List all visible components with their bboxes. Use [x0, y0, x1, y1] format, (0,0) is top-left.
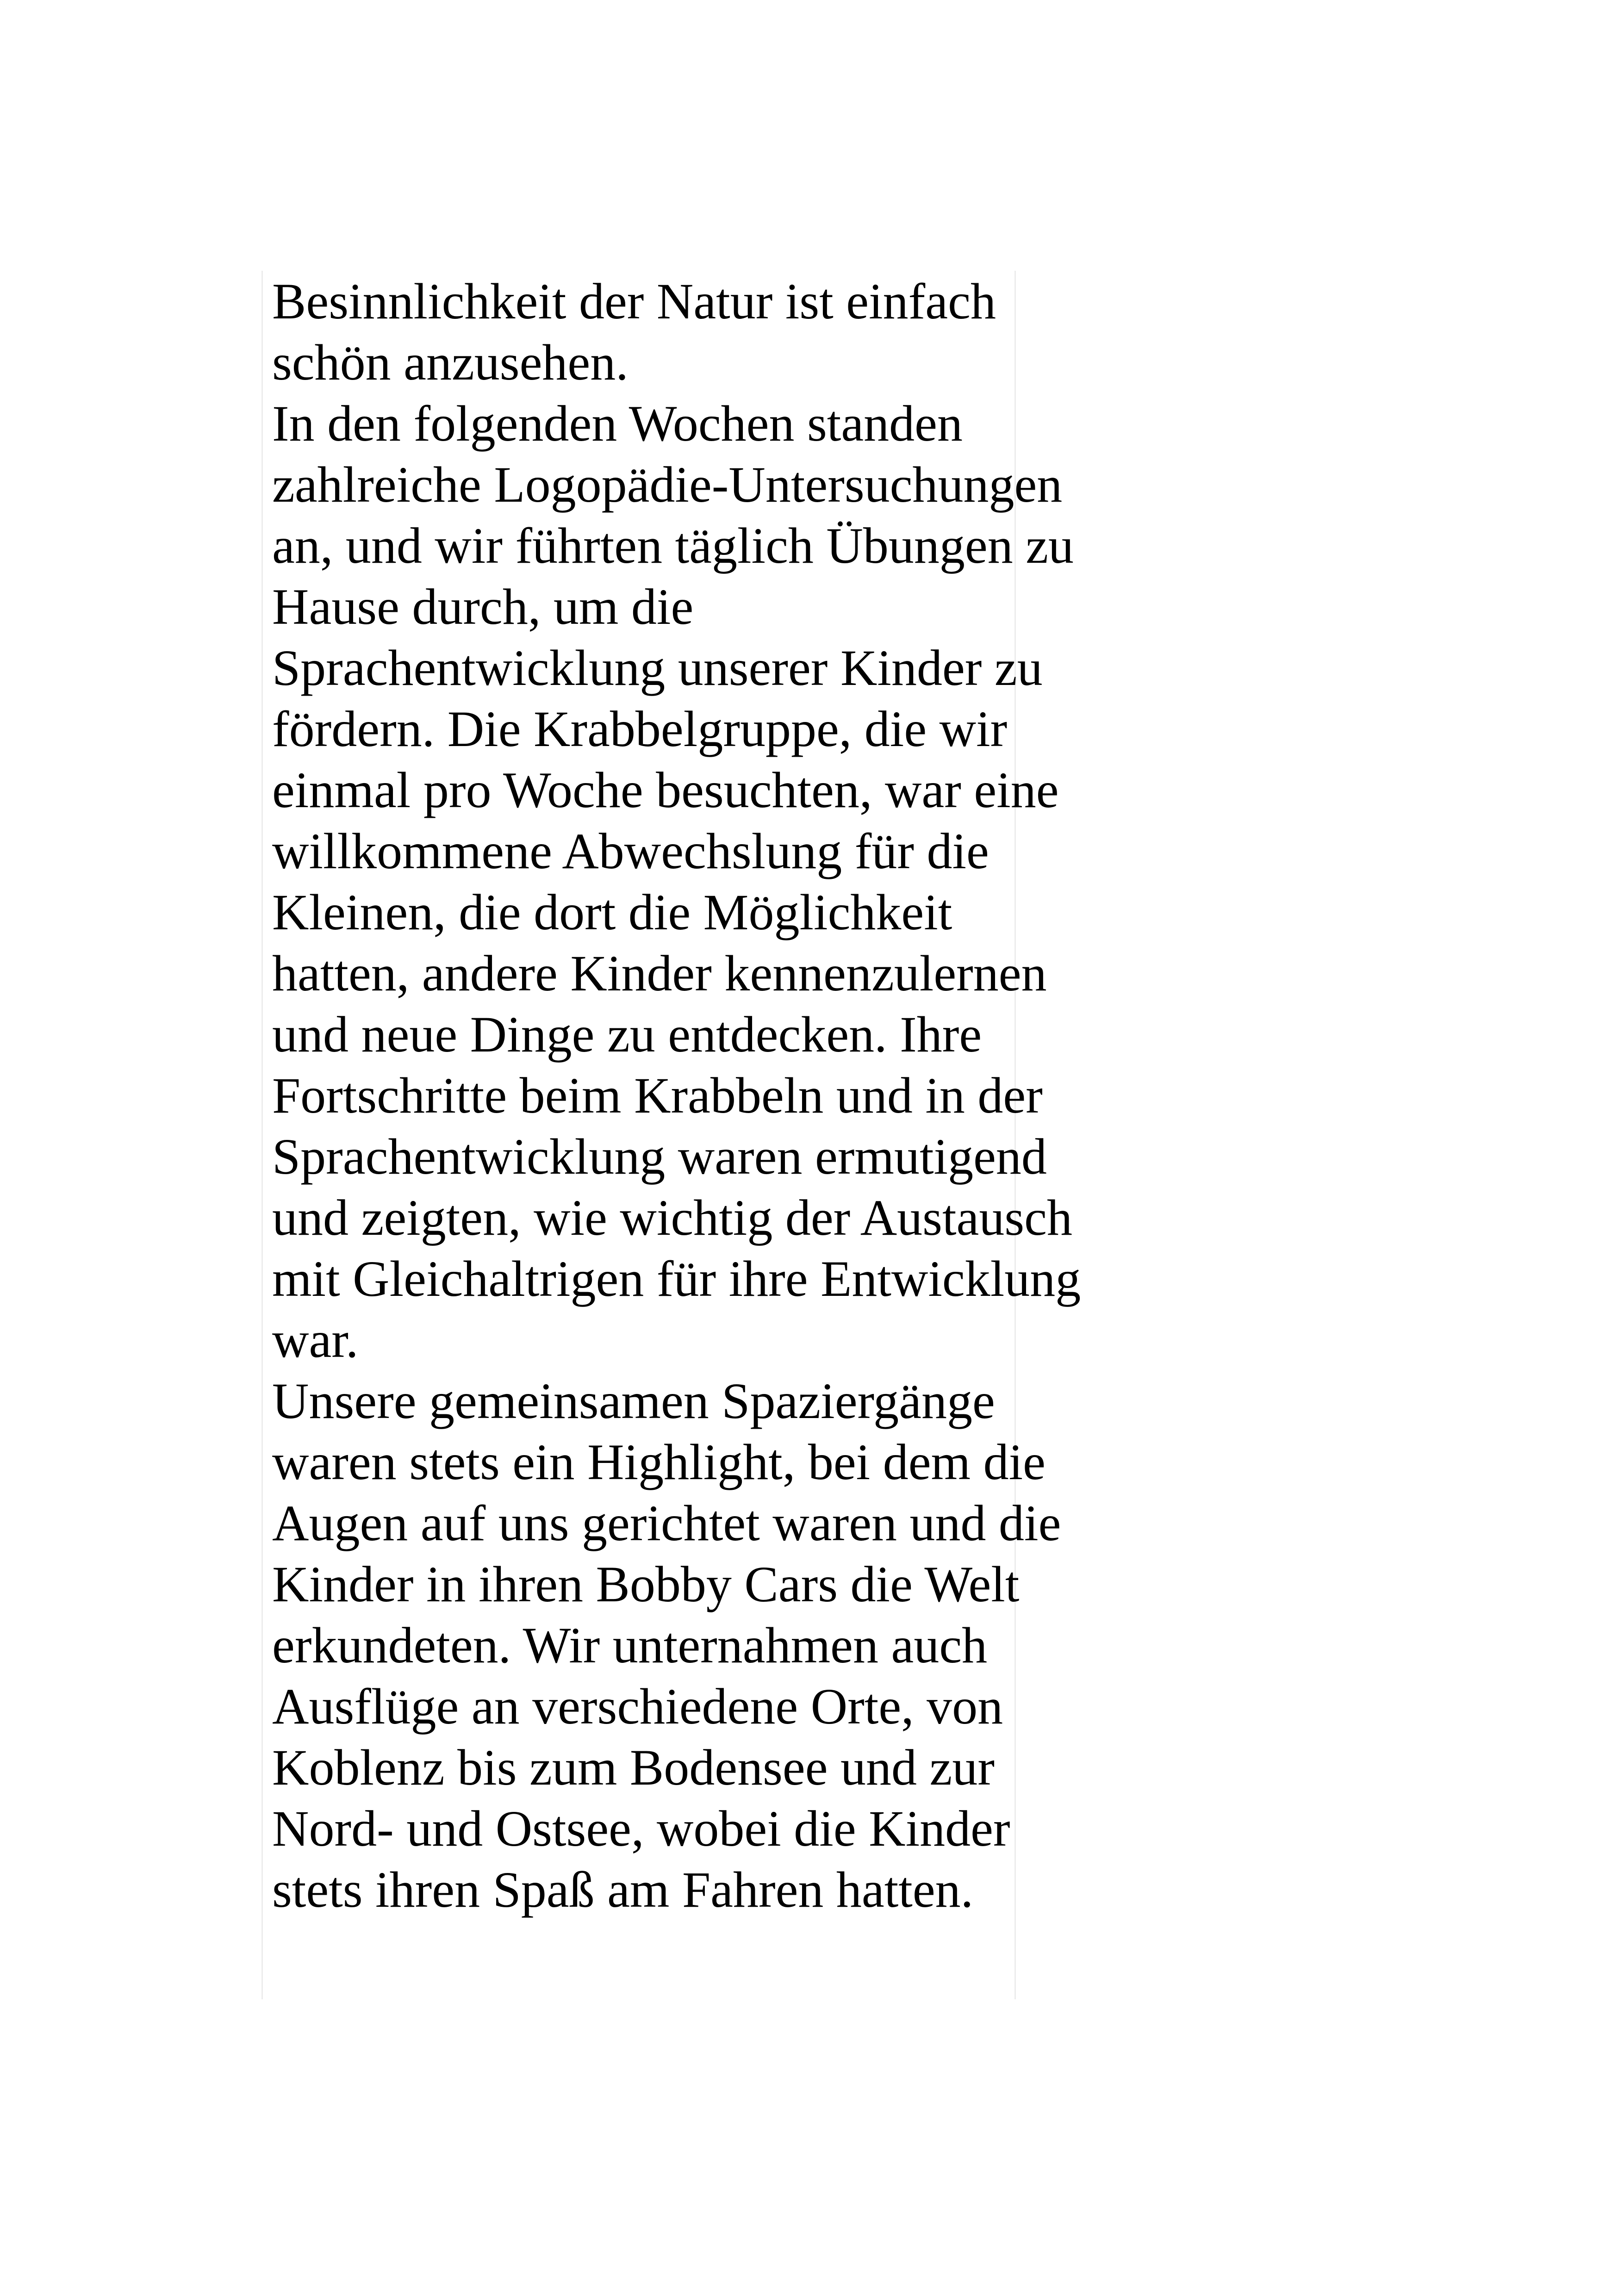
text-line: einmal pro Woche besuchten, war eine: [272, 762, 1059, 818]
paragraph-2: [272, 393, 1081, 1370]
text-line: war.: [272, 1312, 359, 1368]
text-line: mit Gleichaltrigen für ihre Entwicklung: [272, 1251, 1081, 1307]
text-column: [261, 271, 1081, 1999]
text-line: Ausflüge an verschiedene Orte, von: [272, 1678, 1003, 1735]
body-text: [272, 271, 1081, 1920]
text-line: erkundeten. Wir unternahmen auch: [272, 1617, 988, 1674]
text-line: fördern. Die Krabbelgruppe, die wir: [272, 701, 1008, 757]
text-line: Hause durch, um die: [272, 579, 694, 635]
text-line: Kinder in ihren Bobby Cars die Welt: [272, 1556, 1020, 1612]
text-line: hatten, andere Kinder kennenzulernen: [272, 945, 1047, 1002]
text-line: willkommene Abwechslung für die: [272, 823, 989, 879]
text-line: und neue Dinge zu entdecken. Ihre: [272, 1006, 982, 1063]
paragraph-1: [272, 271, 1013, 393]
text-line: Kleinen, die dort die Möglichkeit: [272, 884, 952, 940]
text-line: stets ihren Spaß am Fahren hatten.: [272, 1861, 974, 1918]
text-line: schön anzusehen.: [272, 334, 629, 391]
text-line: und zeigten, wie wichtig der Austausch: [272, 1189, 1073, 1246]
text-line: Unsere gemeinsamen Spaziergänge: [272, 1373, 995, 1429]
text-line: zahlreiche Logopädie-Untersuchungen: [272, 456, 1063, 513]
text-line: Nord- und Ostsee, wobei die Kinder: [272, 1800, 1010, 1857]
text-line: waren stets ein Highlight, bei dem die: [272, 1434, 1046, 1490]
text-line: an, und wir führten täglich Übungen zu: [272, 517, 1074, 574]
text-line: Augen auf uns gerichtet waren und die: [272, 1495, 1061, 1551]
text-line: Koblenz bis zum Bodensee und zur: [272, 1739, 995, 1796]
text-line: Sprachentwicklung unserer Kinder zu: [272, 640, 1043, 696]
text-line: In den folgenden Wochen standen: [272, 395, 963, 452]
text-line: Sprachentwicklung waren ermutigend: [272, 1128, 1047, 1185]
paragraph-3: [272, 1370, 1061, 1920]
text-line: Besinnlichkeit der Natur ist einfach: [272, 273, 996, 330]
text-line: Fortschritte beim Krabbeln und in der: [272, 1067, 1043, 1124]
